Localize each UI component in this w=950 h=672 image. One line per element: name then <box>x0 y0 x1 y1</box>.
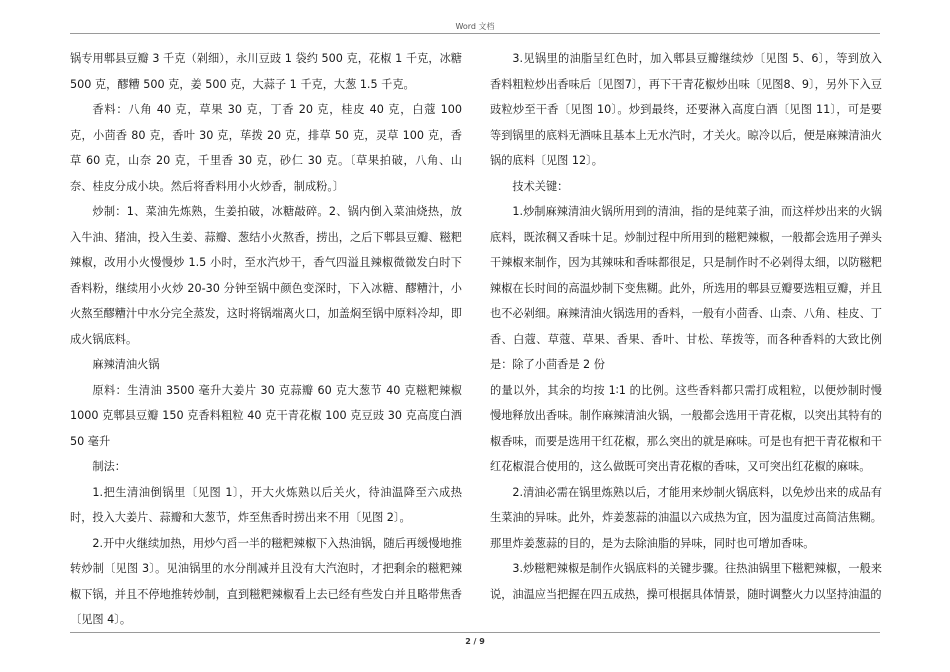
footer-rule <box>70 632 880 633</box>
header-rule <box>70 33 880 34</box>
paragraph-key-point-2: 2.清油必需在锅里炼熟以后，才能用来炒制火锅底料，以免炒出来的成品有生菜油的异味。此外，炸姜葱蒜的油温以六成热为宜，因为温度过高简洁焦糊。那里炸姜葱蒜的目的，是为去除油脂的异味，同时也可增加香味。 <box>490 485 882 550</box>
section-heading-clear-oil-hotpot: 麻辣清油火锅 <box>92 358 160 371</box>
paragraph-method-label: 制法： <box>92 460 126 473</box>
paragraph-ingredients-continued: 锅专用郫县豆瓣 3 千克（剁细），永川豆豉 1 袋约 500 克，花椒 1 千克，冰糖 500 克，醪糟 500 克，姜 500 克，大蒜子 1 千克，大葱 1.5 千克。 <box>70 52 462 91</box>
paragraph-spices: 香料：八角 40 克，草果 30 克，丁香 20 克，桂皮 40 克，白蔻 100 克，小茴香 80 克，香叶 30 克，荜拨 20 克，排草 50 克，灵草 100 克，香草 60 克，山奈 20 克，千里香 30 克，砂仁 30 克。〔草果拍破，八角、山奈、桂皮分成小块。然后将香料用小火炒香，制成粉。〕 <box>70 103 462 193</box>
paragraph-frying-method: 炒制：1、菜油先炼熟，生姜拍破，冰糖敲碎。2、锅内倒入菜油烧热，放入牛油、猪油，投入生姜、蒜瓣、葱结小火熬香，捞出，之后下郫县豆瓣、糍粑辣椒，改用小火慢慢炒 1.5 小时，至水汽炒干，香气四溢且辣椒微微发白时下香料粉，继续用小火炒 20-30 分钟至锅中颜色变深时，下入冰糖、醪糟汁，小火熬至醪糟汁中水分完全蒸发，这时将锅端离火口，加盖焖至锅中原料冷却，即成火锅底料。 <box>70 205 462 346</box>
paragraph-key-point-1: 1.炒制麻辣清油火锅所用到的清油，指的是纯菜子油，而这样炒出来的火锅底料，既浓稠又香味十足。炒制过程中所用到的糍粑辣椒，一般都会选用子弹头干辣椒来制作，因为其辣味和香味都很足，只是制作时不必剁得太细，以防糍粑辣椒在长时间的高温炒制下变焦糊。此外，所选用的郫县豆瓣要选粗豆瓣，并且也不必剁细。麻辣清油火锅选用的香料，一般有小茴香、山柰、八角、桂皮、丁香、白蔻、草蔻、草果、香果、香叶、甘松、荜拨等，而各种香料的大致比例是：除了小茴香是 2 份 <box>490 205 882 371</box>
paragraph-key-points-label: 技术关键： <box>512 179 569 193</box>
paragraph-step-2: 2.开中火继续加热，用炒勺舀一半的糍粑辣椒下入热油锅，随后再缓慢地推转炒制〔见图 3〕。见油锅里的水分削减并且没有大汽泡时，才把剩余的糍粑辣椒下锅，并且不停地推转炒制，直到糍粑辣椒看上去已经有些发白并且略带焦香〔见图 4〕。 <box>70 536 462 626</box>
paragraph-key-point-1-continued: 的量以外，其余的均按 1∶1 的比例。这些香料都只需打成粗粒，以便炒制时慢慢地释放出香味。制作麻辣清油火锅，一般都会选用干青花椒，以突出其特有的椒香味，而要是选用干红花椒，那么突出的就是麻味。可是也有把干青花椒和干红花椒混合使用的，这么做既可突出青花椒的香味，又可突出红花椒的麻味。 <box>490 383 882 473</box>
page-number: 2 / 9 <box>465 637 485 646</box>
left-text-column <box>70 46 462 633</box>
page-header-title: Word 文档 <box>455 22 495 31</box>
paragraph-key-point-3: 3.炒糍粑辣椒是制作火锅底料的关键步骤。往热油锅里下糍粑辣椒，一般来说，油温应当把握在四五成热，操可根据具体情景，随时调整火力以坚持油温的 <box>490 562 882 601</box>
right-text-column <box>490 46 882 607</box>
paragraph-raw-materials: 原料：生清油 3500 毫升大姜片 30 克蒜瓣 60 克大葱节 40 克糍粑辣椒 1000 克郫县豆瓣 150 克香料粗粒 40 克干青花椒 100 克豆豉 30 克高度白酒 50 毫升 <box>70 383 462 448</box>
paragraph-step-1: 1.把生清油倒锅里〔见图 1〕，开大火炼熟以后关火，待油温降至六成热时，投入大姜片、蒜瓣和大葱节，炸至焦香时捞出来不用〔见图 2〕。 <box>70 485 462 524</box>
paragraph-step-3: 3.见锅里的油脂呈红色时，加入郫县豆瓣继续炒〔见图 5、6〕，等到放入香料粗粒炒出香味后〔见图7〕，再下干青花椒炒出味〔见图8、9〕，另外下入豆豉粒炒至干香〔见图 10〕。炒到最终，还要淋入高度白酒〔见图 11〕，可是要等到锅里的底料无酒味且基本上无水汽时，才关火。晾冷以后，便是麻辣清油火锅的底料〔见图 12〕。 <box>490 52 882 167</box>
